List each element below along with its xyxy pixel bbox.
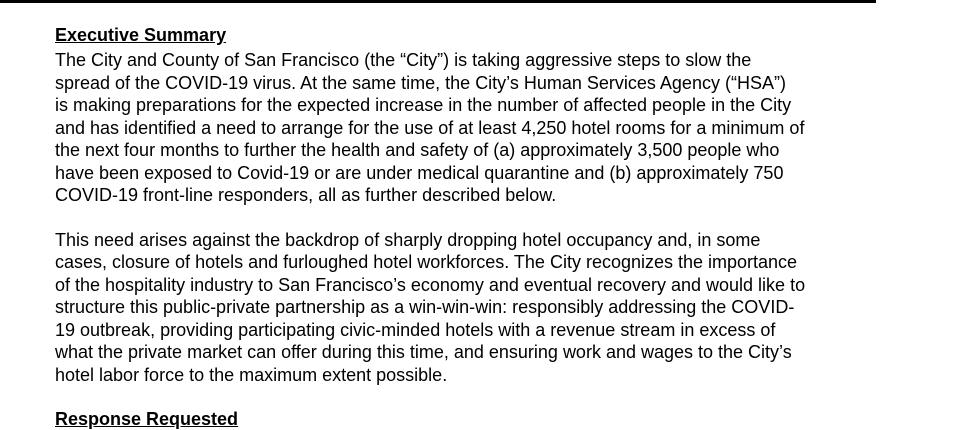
paragraph-line: The City and County of San Francisco (the “City”) is taking aggressive steps to slow the [55, 50, 752, 70]
paragraph-line: what the private market can offer during this time, and ensuring work and wages to the City’s [55, 342, 792, 362]
section-heading-executive-summary: Executive Summary [55, 25, 227, 45]
paragraph-backdrop [55, 229, 895, 387]
paragraph-line: spread of the COVID-19 virus. At the same time, the City’s Human Services Agency (“HSA”) [55, 72, 786, 93]
paragraph-line: structure this public-private partnership as a win-win-win: responsibly addressing the COVID- [55, 297, 795, 317]
paragraph-line: of the hospitality industry to San Francisco’s economy and eventual recovery and would like to [55, 274, 806, 295]
paragraph-line: and has identified a need to arrange for the use of at least 4,250 hotel rooms for a minimum of [55, 117, 805, 138]
top-horizontal-rule [0, 0, 876, 3]
section-heading-response-requested: Response Requested [55, 409, 239, 429]
paragraph-line: cases, closure of hotels and furloughed hotel workforces. The City recognizes the importance [55, 252, 798, 272]
paragraph-line: 19 outbreak, providing participating civic-minded hotels with a revenue stream in excess of [55, 319, 776, 340]
paragraph-intro [55, 49, 895, 207]
paragraph-line: is making preparations for the expected increase in the number of affected people in the City [55, 95, 792, 115]
paragraph-line: the next four months to further the health and safety of (a) approximately 3,500 people who [55, 140, 780, 160]
paragraph-line: hotel labor force to the maximum extent possible. [55, 364, 448, 385]
paragraph-line: have been exposed to Covid-19 or are under medical quarantine and (b) approximately 750 [55, 162, 784, 183]
document-body [55, 24, 895, 430]
paragraph-line: This need arises against the backdrop of sharply dropping hotel occupancy and, in some [55, 229, 761, 250]
paragraph-line: COVID-19 front-line responders, all as further described below. [55, 185, 557, 205]
